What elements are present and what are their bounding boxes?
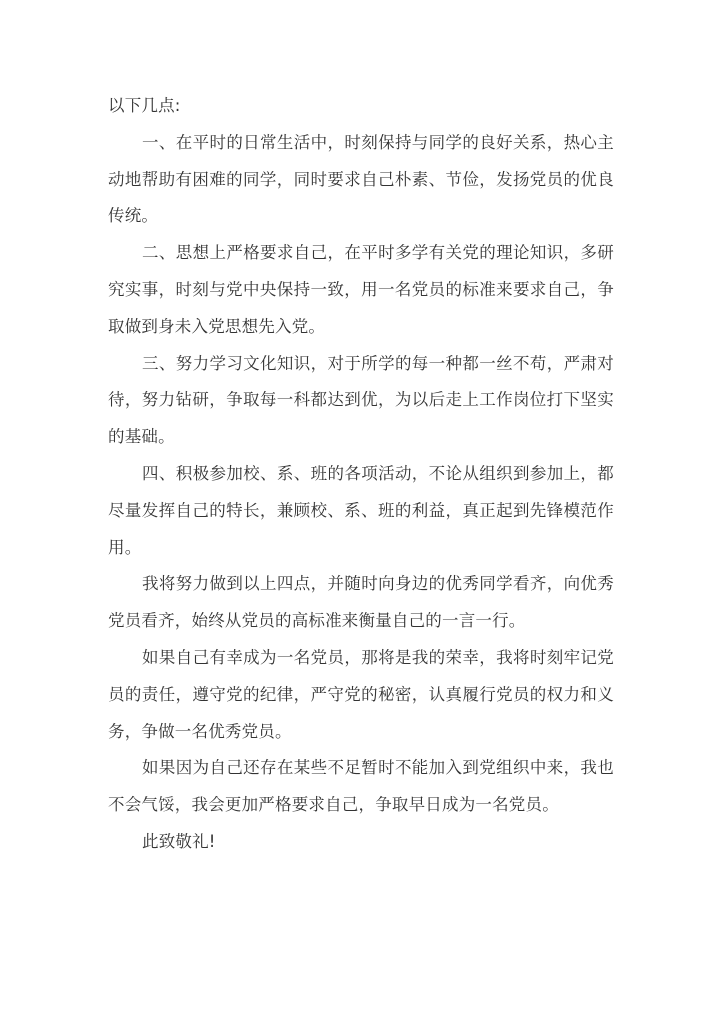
paragraph-point-four: 四、积极参加校、系、班的各项活动，不论从组织到参加上，都尽量发挥自己的特长，兼顾校、系、班的利益，真正起到先锋模范作用。 xyxy=(108,463,614,557)
paragraph-salutation: 此致敬礼! xyxy=(142,831,216,851)
paragraph-intro: 以下几点: xyxy=(108,96,181,115)
paragraph-point-one: 一、在平时的日常生活中，时刻保持与同学的良好关系，热心主动地帮助有困难的同学，同时要求自己朴素、节俭，发扬党员的优良传统。 xyxy=(108,132,614,226)
paragraph-if-accepted: 如果自己有幸成为一名党员，那将是我的荣幸，我将时刻牢记党员的责任，遵守党的纪律，严守党的秘密，认真履行党员的权力和义务，争做一名优秀党员。 xyxy=(108,647,614,741)
paragraph-point-three: 三、努力学习文化知识，对于所学的每一种都一丝不苟，严肃对待，努力钻研，争取每一科都达到优，为以后走上工作岗位打下坚实的基础。 xyxy=(108,353,614,447)
paragraph-if-not-accepted: 如果因为自己还存在某些不足暂时不能加入到党组织中来，我也不会气馁，我会更加严格要求自己，争取早日成为一名党员。 xyxy=(108,758,614,815)
document-page xyxy=(108,88,614,861)
paragraph-commitment: 我将努力做到以上四点，并随时向身边的优秀同学看齐，向优秀党员看齐，始终从党员的高标准来衡量自己的一言一行。 xyxy=(108,574,614,631)
paragraph-point-two: 二、思想上严格要求自己，在平时多学有关党的理论知识，多研究实事，时刻与党中央保持一致，用一名党员的标准来要求自己，争取做到身未入党思想先入党。 xyxy=(108,243,614,336)
